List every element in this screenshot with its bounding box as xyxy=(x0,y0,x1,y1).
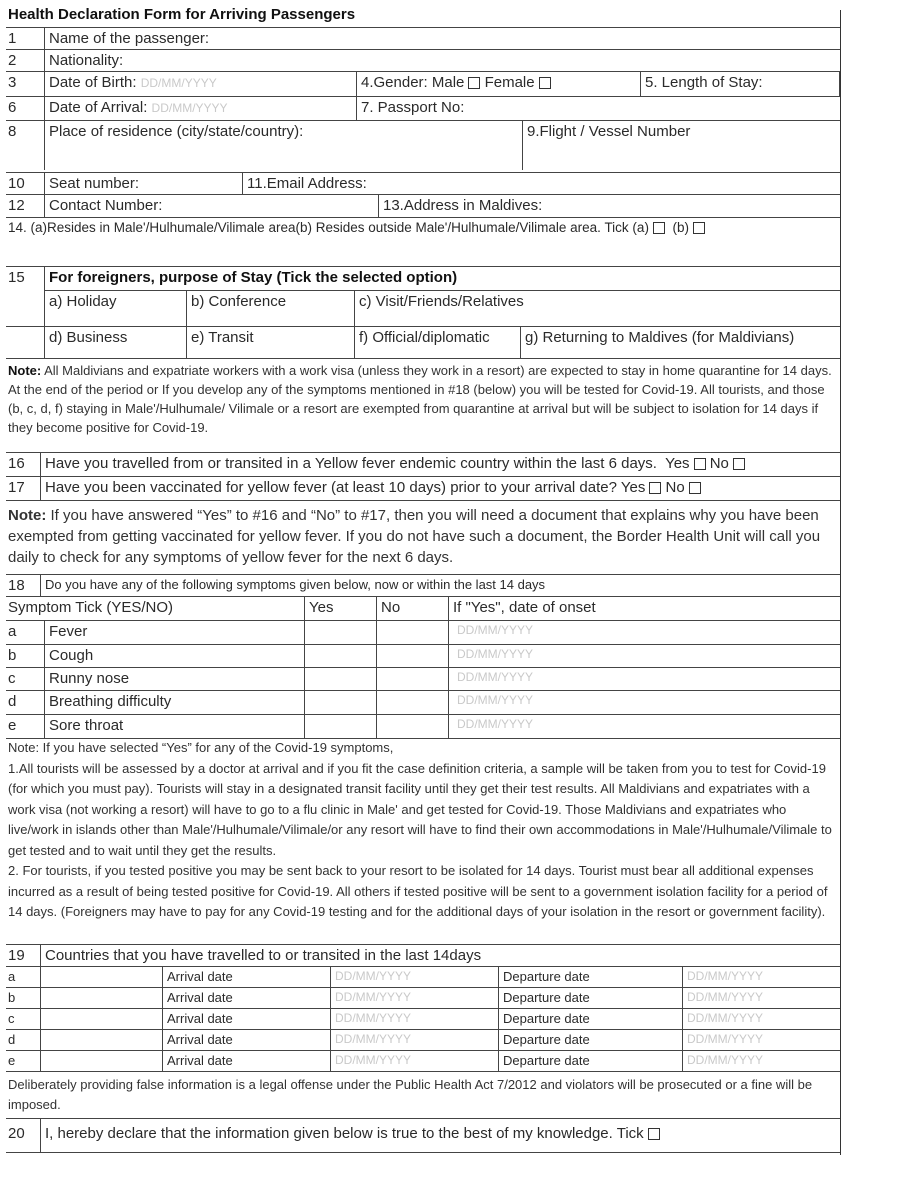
gender-label: 4.Gender: Male xyxy=(361,74,465,91)
q17-yes-checkbox[interactable] xyxy=(649,482,661,494)
male-checkbox[interactable] xyxy=(468,77,480,89)
quarantine-note-text: All Maldivians and expatriate workers with a work visa (unless they work in a resort) are expected to stay in home quarantine for 14 days. At the end of the period or If you develop any of the symptoms mentioned in #18 (below) you will be tested for Covid-19. All tourists, and those (b, c, d, f) staying in Male'/Hulhumale/ Vilimale or a resort are exempted from quarantine at arrival but will be subject to isolation for 14 days if they become positive for Covid-19. xyxy=(8,363,832,435)
nationality-field[interactable] xyxy=(44,50,840,71)
yellow-fever-vaccine-question xyxy=(40,477,840,500)
country-cell[interactable] xyxy=(40,1051,162,1071)
row-number: 16 xyxy=(8,455,25,472)
travel-row xyxy=(6,1029,840,1050)
departure-date-label: Departure date xyxy=(498,967,682,987)
flight-number-field[interactable] xyxy=(522,121,840,170)
row-number: 2 xyxy=(8,52,17,69)
length-of-stay-field[interactable] xyxy=(640,72,840,96)
country-cell[interactable] xyxy=(40,967,162,987)
yes-label: Yes xyxy=(665,455,690,472)
travel-letter: c xyxy=(8,1011,15,1026)
row-dob xyxy=(6,71,840,96)
symptom-row xyxy=(6,714,840,738)
symptom-name: Cough xyxy=(44,645,304,667)
purpose-conference-label: b) Conference xyxy=(191,293,287,310)
flight-number-label: 9.Flight / Vessel Number xyxy=(527,123,691,140)
row-seat xyxy=(6,172,840,194)
symptom-no-cell[interactable] xyxy=(376,691,448,714)
declaration-checkbox[interactable] xyxy=(648,1128,660,1140)
row-residence-area xyxy=(6,217,840,263)
no-label: No xyxy=(665,479,685,496)
symptom-letter: a xyxy=(8,623,17,640)
arrival-date-input[interactable]: DD/MM/YYYY xyxy=(330,988,498,1008)
purpose-header: For foreigners, purpose of Stay (Tick the selected option) xyxy=(44,267,840,290)
dob-label: Date of Birth: xyxy=(49,74,137,91)
departure-date-label: Departure date xyxy=(498,988,682,1008)
symptom-onset-date[interactable]: DD/MM/YYYY xyxy=(448,668,840,690)
arrival-date-label: Date of Arrival: xyxy=(49,99,148,116)
purpose-official-label: f) Official/diplomatic xyxy=(359,329,490,346)
dob-placeholder: DD/MM/YYYY xyxy=(140,76,217,90)
residence-field[interactable] xyxy=(44,121,522,170)
symptom-letter: d xyxy=(8,693,17,710)
divider xyxy=(6,1152,840,1153)
travel-letter: a xyxy=(8,969,16,984)
row-name xyxy=(6,27,840,49)
symptom-yes-cell[interactable] xyxy=(304,668,376,690)
row-travel-history xyxy=(6,944,840,966)
symptom-no-cell[interactable] xyxy=(376,621,448,644)
divider xyxy=(6,1071,840,1072)
symptom-name: Sore throat xyxy=(44,715,304,738)
departure-date-input[interactable]: DD/MM/YYYY xyxy=(682,1009,840,1029)
covid-note xyxy=(8,738,840,923)
area-b-label: (b) xyxy=(672,220,689,235)
row-number: 15 xyxy=(8,269,25,286)
row-number: 19 xyxy=(8,947,25,964)
covid-note-positive: 2. For tourists, if you tested positive you may be sent back to your resort to be isolated for 14 days. Tourist must bear all additional expenses incurred as a result of being tested positive for Covid-19. All others if tested positive will be sent to a government isolation facility for a period of 14 days. (Foreigners may have to pay for any Covid-19 testing and for the additional days of your isolation in the resort or government facility). xyxy=(8,863,828,919)
arrival-date-label: Arrival date xyxy=(162,988,330,1008)
arrival-date-input[interactable]: DD/MM/YYYY xyxy=(330,1030,498,1050)
row-residence xyxy=(6,120,840,170)
travel-letter: e xyxy=(8,1053,16,1068)
dob-field[interactable] xyxy=(44,72,356,96)
area-a-checkbox[interactable] xyxy=(653,222,665,234)
row-yellow-fever-vaccine xyxy=(6,476,840,500)
symptom-column-header: Symptom Tick (YES/NO) xyxy=(8,599,174,616)
travel-history-question: Countries that you have travelled to or transited in the last 14days xyxy=(40,945,840,966)
row-number: 1 xyxy=(8,30,17,47)
address-maldives-field[interactable] xyxy=(378,195,840,217)
name-label: Name of the passenger: xyxy=(49,30,210,47)
row-arrival xyxy=(6,96,840,120)
travel-letter: d xyxy=(8,1032,16,1047)
q16-no-checkbox[interactable] xyxy=(733,458,745,470)
passport-label: 7. Passport No: xyxy=(361,99,465,116)
travel-row xyxy=(6,966,840,987)
purpose-header-row xyxy=(6,266,840,290)
row-declaration xyxy=(6,1118,840,1152)
declaration-text: I, hereby declare that the information given below is true to the best of my knowledge. Tick xyxy=(45,1125,644,1142)
symptom-onset-date[interactable]: DD/MM/YYYY xyxy=(448,715,840,738)
symptom-name: Fever xyxy=(44,621,304,644)
departure-date-input[interactable]: DD/MM/YYYY xyxy=(682,967,840,987)
symptom-onset-date[interactable]: DD/MM/YYYY xyxy=(448,621,840,644)
contact-number-label: Contact Number: xyxy=(49,197,163,214)
row-nationality xyxy=(6,49,840,71)
female-checkbox[interactable] xyxy=(539,77,551,89)
row-number: 12 xyxy=(8,197,25,214)
gender-field xyxy=(356,72,640,96)
yellow-fever-vaccine-text: Have you been vaccinated for yellow fever (at least 10 days) prior to your arrival date? xyxy=(45,479,617,496)
purpose-transit[interactable] xyxy=(186,327,354,358)
legal-warning: Deliberately providing false information is a legal offense under the Public Health Act 7/2012 and violators will be prosecuted or a fine will be imposed. xyxy=(8,1077,813,1112)
row-number: 10 xyxy=(8,175,25,192)
symptom-row xyxy=(6,620,840,644)
departure-date-label: Departure date xyxy=(498,1030,682,1050)
symptom-letter: b xyxy=(8,647,17,664)
symptom-no-cell[interactable] xyxy=(376,715,448,738)
travel-row xyxy=(6,1050,840,1071)
symptom-letter: c xyxy=(8,670,16,687)
female-label: Female xyxy=(484,74,535,91)
onset-column-header: If "Yes", date of onset xyxy=(448,597,840,620)
symptoms-question: Do you have any of the following symptoms given below, now or within the last 14 days xyxy=(40,575,840,596)
residence-area-question xyxy=(6,218,840,263)
symptom-onset-date[interactable]: DD/MM/YYYY xyxy=(448,691,840,714)
symptom-yes-cell[interactable] xyxy=(304,691,376,714)
symptom-yes-cell[interactable] xyxy=(304,715,376,738)
country-cell[interactable] xyxy=(40,1030,162,1050)
travel-letter: b xyxy=(8,990,16,1005)
row-number: 20 xyxy=(8,1125,25,1142)
country-cell[interactable] xyxy=(40,1009,162,1029)
symptom-no-cell[interactable] xyxy=(376,645,448,667)
purpose-holiday[interactable] xyxy=(44,290,186,326)
travel-row xyxy=(6,1008,840,1029)
purpose-visit-label: c) Visit/Friends/Relatives xyxy=(359,293,524,310)
arrival-date-placeholder: DD/MM/YYYY xyxy=(151,101,228,115)
yellow-fever-note-text: If you have answered “Yes” to #16 and “No” to #17, then you will need a document that explains why you have been exempted from getting vaccinated for yellow fever. If you do not have such a document, the Border Health Unit will call you daily to check for any symptoms of yellow fever for the next 6 days. xyxy=(8,507,821,566)
email-label: 11.Email Address: xyxy=(247,175,367,192)
row-symptoms-question xyxy=(6,574,840,596)
purpose-returning[interactable] xyxy=(520,327,840,358)
length-of-stay-label: 5. Length of Stay: xyxy=(645,74,763,91)
purpose-conference[interactable] xyxy=(186,290,354,326)
symptom-name: Runny nose xyxy=(44,668,304,690)
symptom-no-cell[interactable] xyxy=(376,668,448,690)
divider xyxy=(6,358,840,359)
no-column-header: No xyxy=(376,597,448,620)
symptom-row xyxy=(6,644,840,667)
departure-date-label: Departure date xyxy=(498,1051,682,1071)
q16-yes-checkbox[interactable] xyxy=(694,458,706,470)
nationality-label: Nationality: xyxy=(49,52,124,69)
form-title: Health Declaration Form for Arriving Passengers xyxy=(8,6,356,23)
row-number: 8 xyxy=(8,123,17,140)
row-contact xyxy=(6,194,840,217)
arrival-date-label: Arrival date xyxy=(162,1051,330,1071)
arrival-date-label: Arrival date xyxy=(162,1030,330,1050)
covid-note-intro: Note: If you have selected “Yes” for any of the Covid-19 symptoms, xyxy=(8,740,394,755)
contact-number-field[interactable] xyxy=(44,195,378,217)
departure-date-input[interactable]: DD/MM/YYYY xyxy=(682,1051,840,1071)
arrival-date-label: Arrival date xyxy=(162,1009,330,1029)
purpose-returning-label: g) Returning to Maldives (for Maldivians) xyxy=(525,329,795,346)
departure-date-input[interactable]: DD/MM/YYYY xyxy=(682,1030,840,1050)
row-number: 6 xyxy=(8,99,17,116)
area-b-checkbox[interactable] xyxy=(693,222,705,234)
yellow-fever-travel-question xyxy=(40,453,840,476)
row-yellow-fever-travel xyxy=(6,452,840,476)
symptom-yes-cell[interactable] xyxy=(304,645,376,667)
symptom-name: Breathing difficulty xyxy=(44,691,304,714)
symptoms-header-row xyxy=(6,596,840,620)
divider xyxy=(6,500,840,501)
row-number: 3 xyxy=(8,74,17,91)
row-number: 17 xyxy=(8,479,25,496)
yes-label: Yes xyxy=(620,479,646,496)
note-label: Note: xyxy=(8,507,47,524)
form-right-border xyxy=(840,10,841,1155)
declaration-statement xyxy=(40,1119,840,1152)
arrival-date-input[interactable]: DD/MM/YYYY xyxy=(330,1051,498,1071)
departure-date-input[interactable]: DD/MM/YYYY xyxy=(682,988,840,1008)
arrival-date-field[interactable] xyxy=(44,97,356,120)
yellow-fever-note xyxy=(8,505,840,568)
yes-column-header: Yes xyxy=(304,597,376,620)
note-label: Note: xyxy=(8,363,42,378)
departure-date-label: Departure date xyxy=(498,1009,682,1029)
symptom-yes-cell[interactable] xyxy=(304,621,376,644)
arrival-date-input[interactable]: DD/MM/YYYY xyxy=(330,967,498,987)
purpose-holiday-label: a) Holiday xyxy=(49,293,117,310)
yellow-fever-travel-text: Have you travelled from or transited in a Yellow fever endemic country within the last 6 days. xyxy=(45,455,657,472)
covid-note-tourists: 1.All tourists will be assessed by a doctor at arrival and if you fit the case definition criteria, a sample will be taken from you to test for Covid-19 (for which you must pay). Tourists will stay in a designated transit facility until they get their test results. All Maldivians and expatriates with a work visa (not working a resort) will have to go to a flu clinic in Male' and get tested for Covid-19. Those Maldivians and expatriates who live/work in islands other than Male'/Hulhumale/Vilimale/or any resort will have to find their own accommodations in Male'/Hulhumale/Vilimale to get tested and to wait until they get the results. xyxy=(8,760,832,858)
name-field[interactable] xyxy=(44,28,840,49)
purpose-visit[interactable] xyxy=(354,290,840,326)
purpose-transit-label: e) Transit xyxy=(191,329,254,346)
row-number: 18 xyxy=(8,577,25,594)
quarantine-note xyxy=(8,361,840,437)
arrival-date-label: Arrival date xyxy=(162,967,330,987)
country-cell[interactable] xyxy=(40,988,162,1008)
symptom-onset-date[interactable]: DD/MM/YYYY xyxy=(448,645,840,667)
purpose-business[interactable] xyxy=(44,327,186,358)
seat-number-field[interactable] xyxy=(44,173,242,194)
no-label: No xyxy=(709,455,729,472)
purpose-official[interactable] xyxy=(354,327,520,358)
email-field[interactable] xyxy=(242,173,840,194)
arrival-date-input[interactable]: DD/MM/YYYY xyxy=(330,1009,498,1029)
purpose-row-1 xyxy=(6,290,840,326)
residence-label: Place of residence (city/state/country): xyxy=(49,123,304,140)
symptom-letter: e xyxy=(8,717,17,734)
address-maldives-label: 13.Address in Maldives: xyxy=(383,197,543,214)
symptom-row xyxy=(6,690,840,714)
passport-field[interactable] xyxy=(356,97,840,120)
symptom-row xyxy=(6,667,840,690)
residence-area-text: 14. (a)Resides in Male'/Hulhumale/Vilimale area(b) Resides outside Male'/Hulhumale/Vilimale area. Tick (a) xyxy=(8,220,649,235)
travel-row xyxy=(6,987,840,1008)
seat-number-label: Seat number: xyxy=(49,175,140,192)
q17-no-checkbox[interactable] xyxy=(689,482,701,494)
purpose-business-label: d) Business xyxy=(49,329,128,346)
purpose-row-2 xyxy=(6,326,840,358)
